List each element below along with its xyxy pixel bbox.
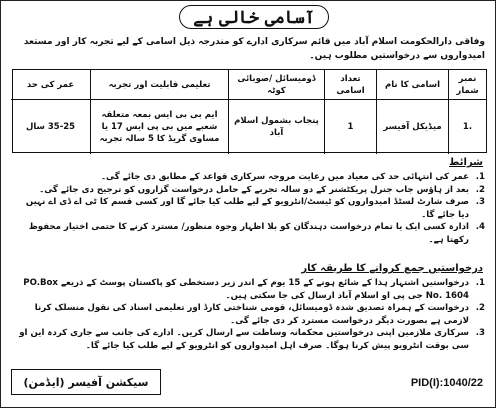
condition-num: 4.: [475, 222, 485, 232]
condition-text: ادارہ کسی ایک یا تمام درخواست دہندگان کو بلا اظہار وجوہ منظور/ مسترد کرنے کا حتمی اختیار محفوظ رکھتا ہے۔: [28, 222, 469, 245]
row-post: میڈیکل آفیسر: [376, 100, 448, 154]
conditions-list: [15, 171, 485, 246]
condition-text: صرف شارٹ لسٹڈ امیدواروں کو ٹیسٹ/انٹرویو کے لیے طلب کیا جائے گا اور کسی قسم کا ٹی اے ڈی اے نہیں دیا جائے گا۔: [25, 197, 469, 220]
procedure-num: 3.: [475, 328, 485, 338]
condition-item: [15, 171, 485, 184]
row-domicile: پنجاب بشمول اسلام آباد: [228, 100, 324, 154]
header-post: اسامی کا نام: [376, 70, 448, 100]
signatory-box: سیکشن آفیسر (ایڈمن): [11, 369, 161, 395]
procedure-item: [15, 327, 485, 352]
header-count: تعداد اسامی: [324, 70, 376, 100]
header-domicile: ڈومیسائل /صوبائی کوٹہ: [228, 70, 324, 100]
procedure-item: [15, 277, 485, 302]
procedure-item: [15, 302, 485, 327]
condition-item: [15, 221, 485, 246]
procedure-list: [15, 277, 485, 352]
procedure-num: 2.: [475, 303, 485, 313]
row-serial-value: 1.: [462, 122, 473, 132]
condition-item: [15, 196, 485, 221]
procedure-text: درخواست کے ہمراہ تصدیق شدہ ڈومیسائل، قومی شناختی کارڈ اور تعلیمی اسناد کی نقول منسلک کرنا لازمی ہے بصورت دیگر درخواست مسترد کر دی جائے گی۔: [34, 303, 469, 326]
header-age: عمر کی حد: [11, 70, 90, 100]
header-serial: نمبر شمار: [448, 70, 486, 100]
procedure-text: سرکاری ملازمین اپنی درخواستیں محکمانہ وساطت سے ارسال کریں۔ ادارے کی جانب سے جاری کردہ این او سی بوقت انٹرویو پیش کرنا ہوگا۔ صرف اہل امیدواروں کو انٹرویو کے لیے طلب کیا جائے گا۔: [19, 328, 469, 351]
procedure-text: درخواستیں اشتہار ہذا کے شائع ہونے کے 15 یوم کے اندر زیر دستخطی کو پاکستان پوسٹ کے ذریعے PO.Box No. 1604 جی پی او اسلام آباد ارسال کی جا سکتی ہیں۔: [23, 278, 469, 301]
vacancy-table: [12, 69, 487, 153]
header-qualification: تعلیمی قابلیت اور تجربہ: [90, 70, 228, 100]
conditions-title: شرائط: [449, 157, 483, 168]
condition-item: [15, 184, 485, 197]
condition-text: عمر کی انتہائی حد کی معیاد میں رعایت مروجہ سرکاری قواعد کے مطابق دی جائے گی۔: [100, 172, 469, 182]
row-serial: [448, 100, 486, 154]
condition-num: 2.: [475, 184, 485, 195]
condition-text: بعد از ہاؤس جاب جنرل پریکٹشنر کے دو سالہ تجربے کے حامل درخواست گزاروں کو ترجیح دی جائے گی۔: [39, 184, 469, 195]
pid-number: PID(I):1040/22: [410, 377, 483, 389]
row-count: 1: [324, 100, 376, 154]
row-age: 35-25 سال: [25, 122, 76, 132]
procedure-title: درخواستیں جمع کروانے کا طریقہ کار: [301, 263, 483, 274]
row-qualification: ایم بی بی ایس بمعہ متعلقہ شعبے میں بی پی ایس 17 یا مساوی گریڈ کا 5 سالہ تجربہ: [90, 100, 228, 154]
intro-text: وفاقی دارالحکومت اسلام آباد میں قائم سرکاری ادارے کو مندرجہ ذیل اسامی کے لیے تجربہ کار اور مستعد امیدواروں سے درخواستیں مطلوب ہیں۔: [23, 37, 485, 61]
procedure-num: 1.: [475, 278, 485, 288]
condition-num: 3.: [475, 197, 485, 207]
vacancy-banner: آسامی خالی ہے: [179, 5, 329, 29]
condition-num: 1.: [475, 172, 485, 182]
